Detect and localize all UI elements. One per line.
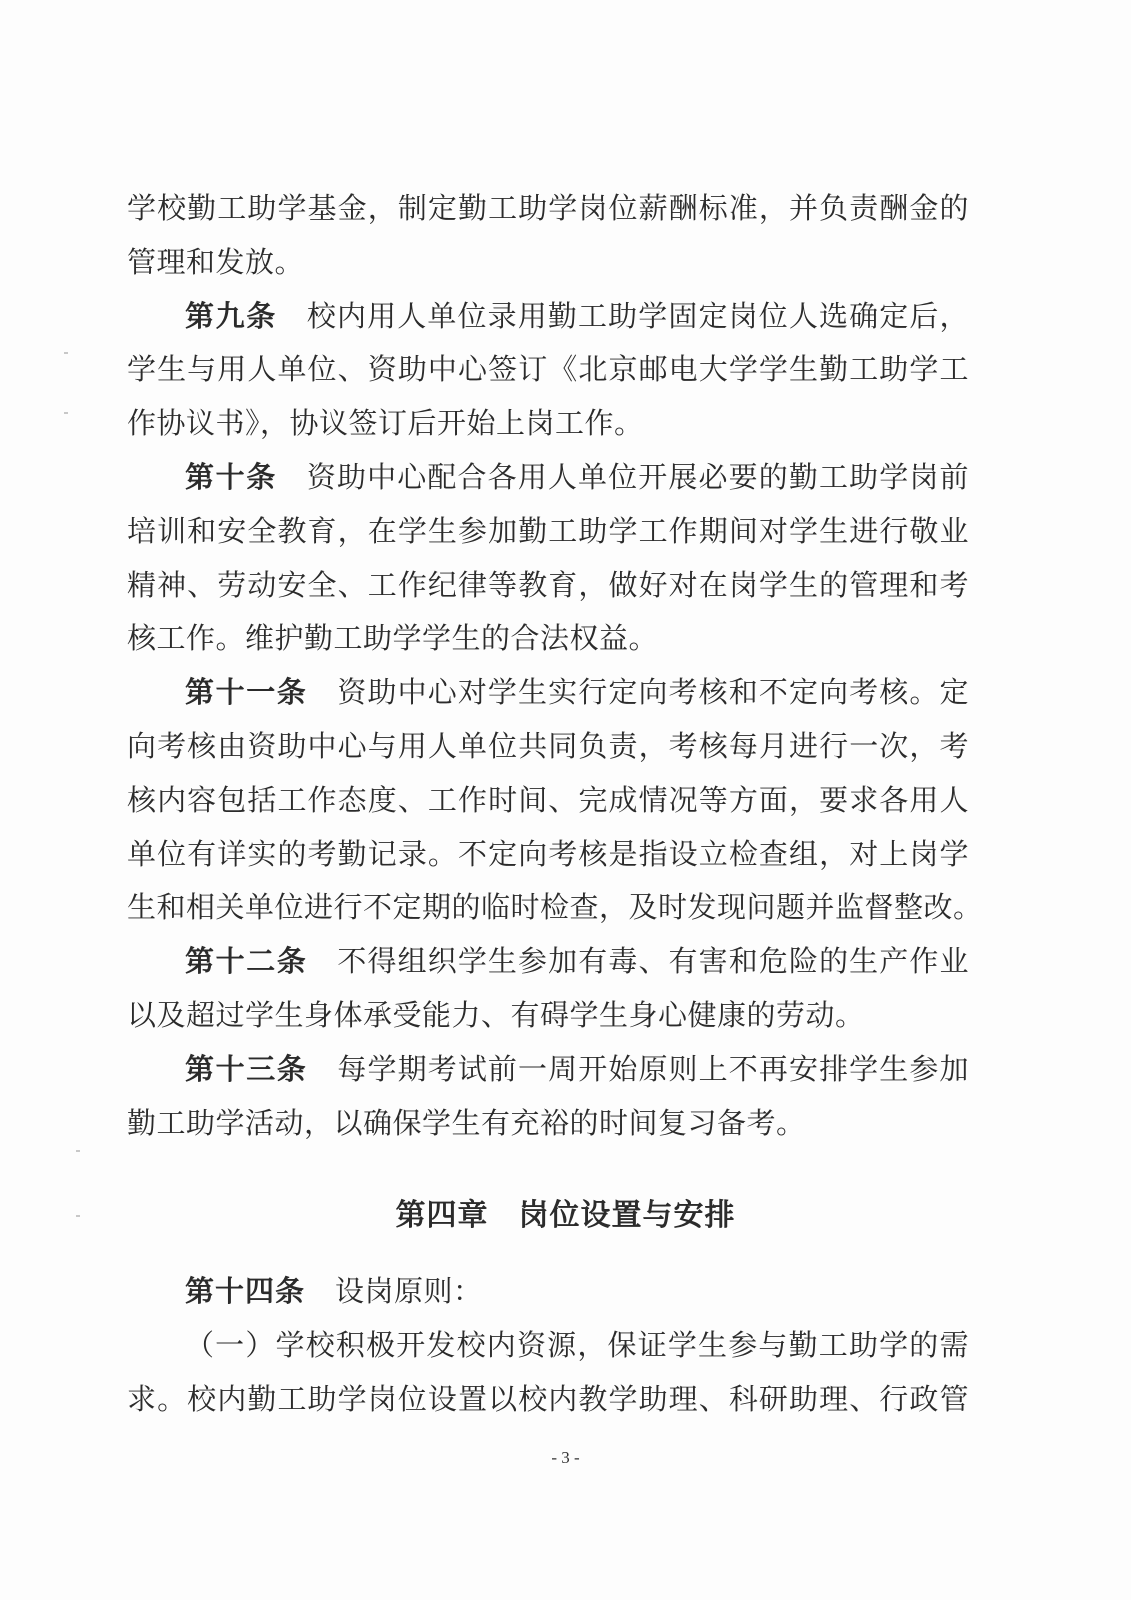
text-line: 学校勤工助学基金，制定勤工助学岗位薪酬标准，并负责酬金的 xyxy=(127,191,969,225)
article-14-text: 设岗原则： xyxy=(335,1274,483,1308)
article-11-line-1 xyxy=(127,666,969,720)
item-1-line-1: （一）学校积极开发校内资源，保证学生参与勤工助学的需 xyxy=(185,1327,969,1362)
page-number: - 3 - xyxy=(551,1448,580,1467)
article-12-title: 第十二条 xyxy=(185,944,308,979)
article-9-text: 校内用人单位录用勤工助学固定岗位人选确定后， xyxy=(306,298,969,333)
article-9-line-1 xyxy=(127,290,969,344)
text-line: 核内容包括工作态度、工作时间、完成情况等方面，要求各用人 xyxy=(127,782,969,817)
scan-speck xyxy=(64,352,68,354)
article-10-line-1 xyxy=(127,451,969,505)
article-11-title: 第十一条 xyxy=(185,675,308,710)
scan-speck xyxy=(76,1150,80,1152)
text-line: 以及超过学生身体承受能力、有碍学生身心健康的劳动。 xyxy=(127,997,865,1032)
text-line: 学生与用人单位、资助中心签订《北京邮电大学学生勤工助学工 xyxy=(127,352,969,387)
article-14-title: 第十四条 xyxy=(185,1274,306,1308)
text-line: 勤工助学活动，以确保学生有充裕的时间复习备考。 xyxy=(127,1105,806,1140)
article-13-title: 第十三条 xyxy=(185,1051,308,1086)
text-line: 核工作。维护勤工助学学生的合法权益。 xyxy=(127,621,659,656)
chapter-number: 第四章 xyxy=(395,1198,489,1233)
chapter-heading xyxy=(0,1190,1131,1234)
chapter-title: 岗位设置与安排 xyxy=(518,1198,736,1233)
article-11-text: 资助中心对学生实行定向考核和不定向考核。定 xyxy=(337,675,969,710)
text-line: 向考核由资助中心与用人单位共同负责，考核每月进行一次，考 xyxy=(127,728,969,763)
body-text-top xyxy=(127,182,983,1150)
scan-speck xyxy=(64,412,68,414)
article-12-text: 不得组织学生参加有毒、有害和危险的生产作业 xyxy=(337,944,969,979)
article-10-title: 第十条 xyxy=(185,459,277,494)
article-13-text: 每学期考试前一周开始原则上不再安排学生参加 xyxy=(337,1051,969,1086)
text-line: 作协议书》，协议签订后开始上岗工作。 xyxy=(127,406,644,441)
article-14-line xyxy=(127,1265,969,1319)
text-line: 管理和发放。 xyxy=(127,244,305,279)
text-line: 培训和安全教育，在学生参加勤工助学工作期间对学生进行敬业 xyxy=(127,513,969,548)
article-9-title: 第九条 xyxy=(185,298,277,333)
article-13-line-1 xyxy=(127,1043,969,1097)
article-12-line-1 xyxy=(127,935,969,989)
text-line: 精神、劳动安全、工作纪律等教育，做好对在岗学生的管理和考 xyxy=(127,567,969,602)
item-1-line-2: 求。校内勤工助学岗位设置以校内教学助理、科研助理、行政管 xyxy=(127,1381,969,1416)
body-text-bottom xyxy=(127,1265,969,1426)
article-10-text: 资助中心配合各用人单位开展必要的勤工助学岗前 xyxy=(306,459,969,494)
text-line: 生和相关单位进行不定期的临时检查，及时发现问题并监督整改。 xyxy=(127,890,983,925)
text-line: 单位有详实的考勤记录。不定向考核是指设立检查组，对上岗学 xyxy=(127,836,969,871)
